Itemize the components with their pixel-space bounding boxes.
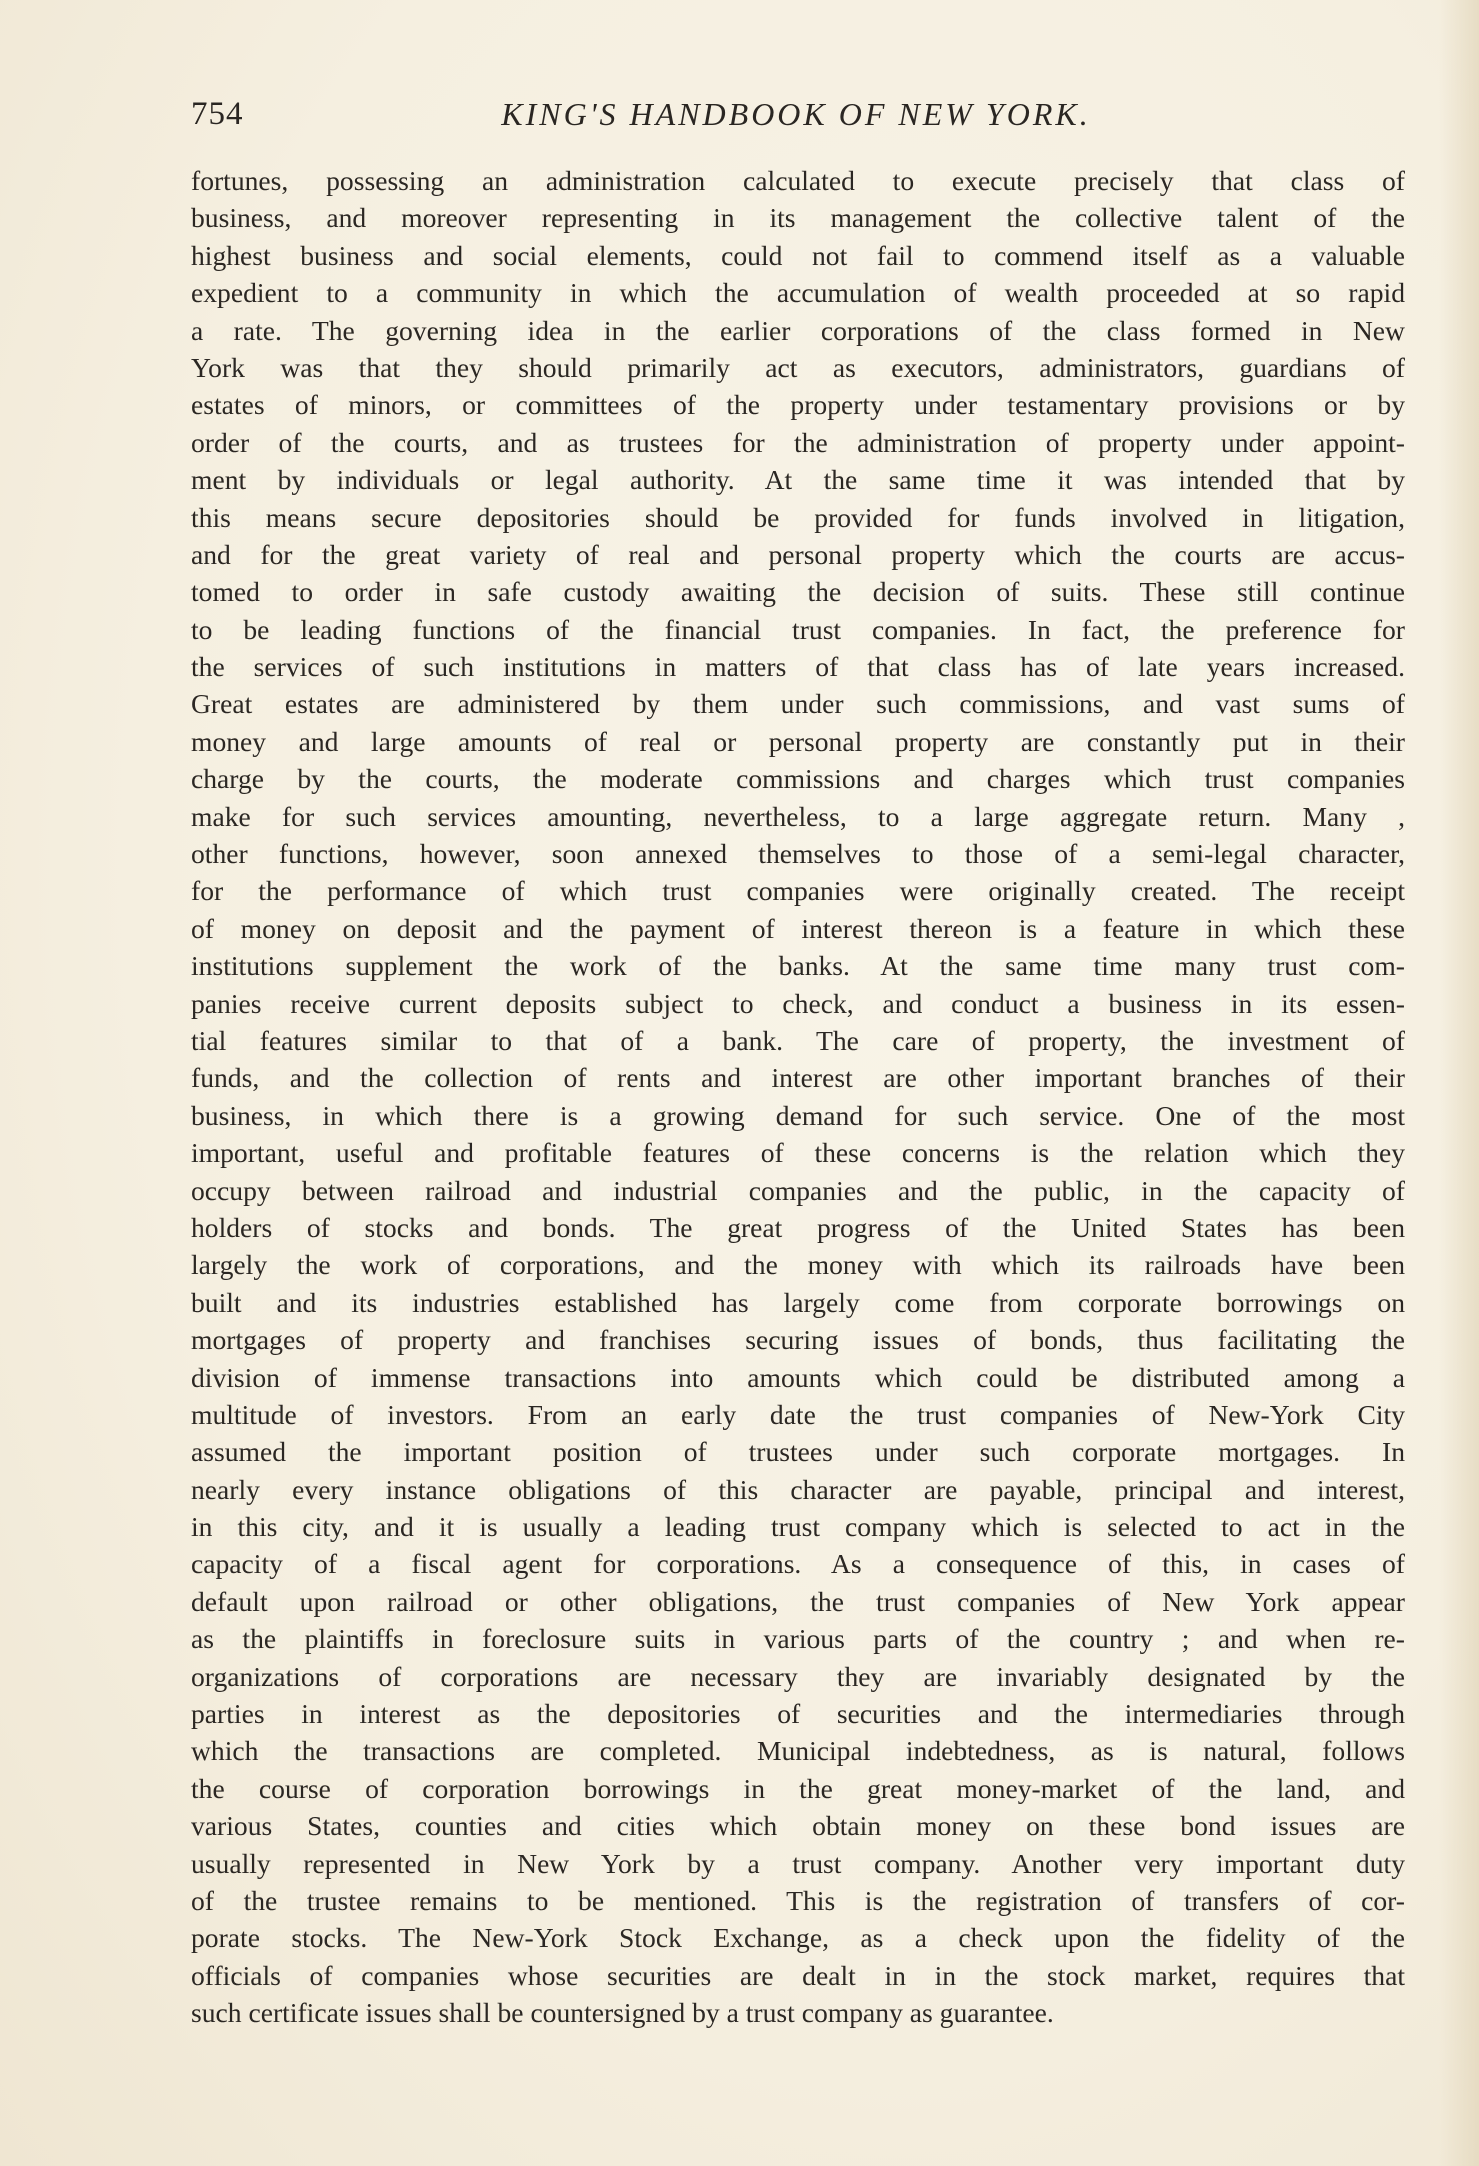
text-line: usually represented in New York by a trust company. Another very important duty	[191, 1847, 1405, 1879]
text-line: multitude of investors. From an early date the trust companies of New-York City	[191, 1398, 1405, 1430]
text-line: of money on deposit and the payment of interest thereon is a feature in which these	[191, 912, 1405, 944]
text-line: organizations of corporations are necessary they are invariably designated by the	[191, 1660, 1405, 1692]
text-line: occupy between railroad and industrial companies and the public, in the capacity of	[191, 1174, 1405, 1206]
text-line: York was that they should primarily act as executors, administrators, guardians of	[191, 351, 1405, 383]
text-line: the services of such institutions in matters of that class has of late years increased.	[191, 651, 1405, 683]
text-line: Great estates are administered by them under such commissions, and vast sums of	[191, 688, 1405, 720]
text-line: porate stocks. The New-York Stock Exchange, as a check upon the fidelity of the	[191, 1922, 1405, 1954]
text-line: tial features similar to that of a bank. The care of property, the investment of	[191, 1024, 1405, 1056]
running-head: KING'S HANDBOOK OF NEW YORK.	[501, 96, 1091, 132]
text-line: default upon railroad or other obligations, the trust companies of New York appear	[191, 1585, 1405, 1617]
page-header	[191, 96, 1401, 144]
text-line: panies receive current deposits subject to check, and conduct a business in its essen-	[191, 987, 1405, 1019]
text-line: such certificate issues shall be countersigned by a trust company as guarantee.	[191, 1997, 1054, 2029]
text-line: order of the courts, and as trustees for the administration of property under appoint-	[191, 426, 1405, 458]
text-line: highest business and social elements, could not fail to commend itself as a valuable	[191, 239, 1405, 271]
text-line: tomed to order in safe custody awaiting the decision of suits. These still continue	[191, 576, 1405, 608]
text-line: important, useful and profitable features of these concerns is the relation which they	[191, 1137, 1405, 1169]
text-line: built and its industries established has largely come from corporate borrowings on	[191, 1286, 1405, 1318]
page-edge-shadow	[1439, 0, 1479, 2166]
text-line: various States, counties and cities which obtain money on these bond issues are	[191, 1810, 1405, 1842]
text-line: to be leading functions of the financial trust companies. In fact, the preference for	[191, 613, 1405, 645]
page-number: 754	[191, 96, 244, 132]
body-text	[191, 162, 1405, 2032]
text-line: officials of companies whose securities are dealt in in the stock market, requires that	[191, 1959, 1405, 1991]
text-line: institutions supplement the work of the banks. At the same time many trust com-	[191, 950, 1405, 982]
text-line: mortgages of property and franchises securing issues of bonds, thus facilitating the	[191, 1324, 1405, 1356]
text-line: charge by the courts, the moderate commissions and charges which trust companies	[191, 763, 1405, 795]
text-line: money and large amounts of real or personal property are constantly put in their	[191, 725, 1405, 757]
text-line: this means secure depositories should be provided for funds involved in litigation,	[191, 501, 1405, 533]
text-line: as the plaintiffs in foreclosure suits in various parts of the country ; and when re-	[191, 1623, 1405, 1655]
text-line: other functions, however, soon annexed themselves to those of a semi-legal character,	[191, 838, 1405, 870]
text-line: make for such services amounting, nevertheless, to a large aggregate return. Many ,	[191, 800, 1405, 832]
text-line: holders of stocks and bonds. The great progress of the United States has been	[191, 1211, 1405, 1243]
text-line: business, in which there is a growing demand for such service. One of the most	[191, 1099, 1405, 1131]
text-line: expedient to a community in which the accumulation of wealth proceeded at so rapid	[191, 277, 1405, 309]
text-line: parties in interest as the depositories of securities and the intermediaries through	[191, 1698, 1405, 1730]
text-line: in this city, and it is usually a leading trust company which is selected to act in the	[191, 1511, 1405, 1543]
text-line: funds, and the collection of rents and interest are other important branches of their	[191, 1062, 1405, 1094]
text-line: business, and moreover representing in its management the collective talent of the	[191, 202, 1405, 234]
text-line: fortunes, possessing an administration calculated to execute precisely that class of	[191, 165, 1405, 196]
text-line: for the performance of which trust companies were originally created. The receipt	[191, 875, 1405, 907]
text-line: which the transactions are completed. Municipal indebtedness, as is natural, follows	[191, 1735, 1405, 1767]
text-line: division of immense transactions into amounts which could be distributed among a	[191, 1361, 1405, 1393]
text-line: assumed the important position of trustees under such corporate mortgages. In	[191, 1436, 1405, 1468]
text-line: largely the work of corporations, and the money with which its railroads have been	[191, 1249, 1405, 1281]
text-line: the course of corporation borrowings in the great money-market of the land, and	[191, 1772, 1405, 1804]
text-line: of the trustee remains to be mentioned. This is the registration of transfers of cor-	[191, 1884, 1405, 1916]
text-line: a rate. The governing idea in the earlier corporations of the class formed in New	[191, 314, 1405, 346]
text-line: ment by individuals or legal authority. At the same time it was intended that by	[191, 464, 1405, 496]
text-line: capacity of a fiscal agent for corporations. As a consequence of this, in cases of	[191, 1548, 1405, 1580]
text-line: and for the great variety of real and personal property which the courts are accus-	[191, 538, 1405, 570]
text-line: nearly every instance obligations of this character are payable, principal and interest,	[191, 1473, 1405, 1505]
text-line: estates of minors, or committees of the property under testamentary provisions or by	[191, 389, 1405, 421]
